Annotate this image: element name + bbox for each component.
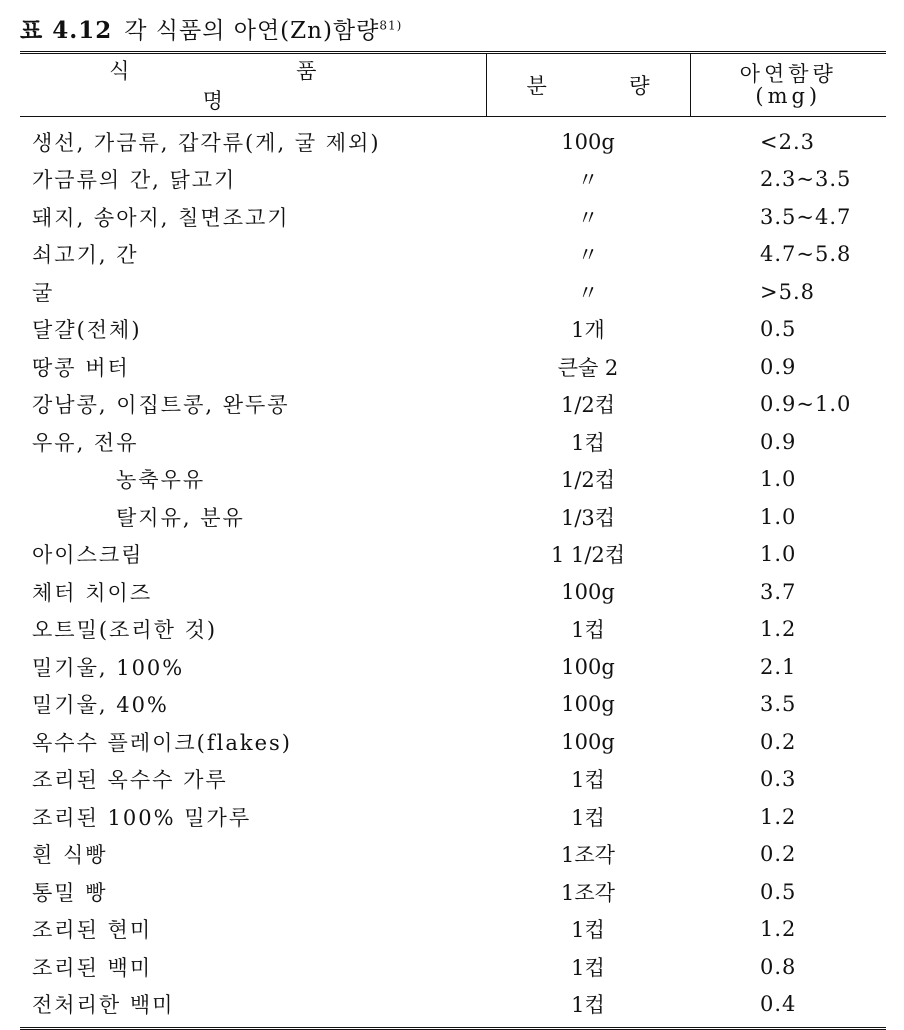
table-row: [20, 723, 886, 761]
food-name-cell: 체터 치이즈: [32, 580, 153, 605]
header-amount-right: 량: [629, 74, 650, 98]
header-zinc-content: [690, 53, 886, 117]
amount-cell: 1컵: [571, 768, 605, 793]
header-zinc-label: 아연함량: [739, 62, 837, 86]
food-name-cell: 쇠고기, 간: [32, 243, 139, 268]
food-name-cell: 우유, 전유: [32, 430, 139, 455]
amount-cell: 〃: [577, 168, 599, 193]
food-name-cell: 조리된 100% 밀가루: [32, 805, 252, 830]
amount-cell: 1컵: [486, 986, 690, 1029]
table-row: [20, 461, 886, 499]
food-name-cell: 탈지유, 분유: [116, 505, 245, 530]
zinc-cell: 0.9: [760, 354, 797, 379]
zinc-cell: 3.5~4.7: [760, 204, 852, 229]
table-row: [20, 798, 886, 836]
table-row: [20, 573, 886, 611]
amount-cell: 1조각: [561, 880, 615, 905]
zinc-cell: 0.9: [760, 429, 797, 454]
amount-cell: 100g: [561, 579, 615, 604]
zinc-content-table: [20, 51, 886, 1030]
amount-cell: 1컵: [571, 955, 605, 980]
amount-cell: 1조각: [561, 843, 615, 868]
table-row: [20, 311, 886, 349]
amount-cell: 큰술 2: [557, 355, 619, 380]
table-row: [20, 273, 886, 311]
table-row: [20, 348, 886, 386]
amount-cell: 〃: [577, 205, 599, 230]
amount-cell: 100g: [561, 692, 615, 717]
zinc-cell: 3.5: [760, 692, 797, 717]
table-body: [20, 117, 886, 1029]
amount-cell: 1 1/2컵: [550, 543, 626, 568]
header-food-name: 식 품 명: [20, 53, 486, 117]
table-row: [20, 648, 886, 686]
zinc-cell: 0.2: [760, 842, 797, 867]
food-name-cell: 가금류의 간, 닭고기: [32, 168, 237, 193]
food-name-cell: 흰 식빵: [32, 843, 108, 868]
zinc-cell: 0.2: [760, 729, 797, 754]
table-row: [20, 236, 886, 274]
food-name-cell: 강남콩, 이집트콩, 완두콩: [32, 393, 290, 418]
amount-cell: 1컵: [571, 430, 605, 455]
food-name-cell: 밀기울, 40%: [32, 693, 169, 718]
food-name-cell: 아이스크림: [32, 543, 144, 568]
zinc-cell: 0.5: [760, 317, 797, 342]
food-name-cell: 전처리한 백미: [20, 986, 486, 1029]
amount-cell: 1컵: [571, 618, 605, 643]
reference-mark: 81): [379, 18, 403, 33]
amount-cell: 100g: [561, 654, 615, 679]
zinc-cell: 0.4: [690, 986, 886, 1029]
zinc-cell: 2.3~3.5: [760, 167, 852, 192]
zinc-cell: 1.2: [760, 804, 797, 829]
food-name-cell: 옥수수 플레이크(flakes): [32, 730, 293, 755]
amount-cell: 〃: [577, 243, 599, 268]
amount-cell: 1개: [571, 318, 605, 343]
table-row: [20, 911, 886, 949]
table-row: [20, 873, 886, 911]
table-row: [20, 117, 886, 161]
header-amount: [486, 53, 690, 117]
amount-cell: 100g: [561, 129, 615, 154]
table-row: [20, 386, 886, 424]
food-name-cell: 달걀(전체): [32, 318, 142, 343]
zinc-cell: 1.0: [760, 467, 797, 492]
table-row: [20, 423, 886, 461]
zinc-cell: 0.3: [760, 767, 797, 792]
food-name-cell: 조리된 옥수수 가루: [32, 768, 228, 793]
amount-cell: 1컵: [571, 805, 605, 830]
food-name-cell: 조리된 백미: [32, 955, 153, 980]
zinc-cell: 0.5: [760, 879, 797, 904]
food-name-cell: 땅콩 버터: [32, 355, 130, 380]
food-name-cell: 조리된 현미: [32, 918, 153, 943]
table-number: 표 4.12: [20, 17, 113, 44]
header-amount-left: 분: [526, 74, 547, 98]
table-row: [20, 611, 886, 649]
table-row: [20, 536, 886, 574]
amount-cell: 100g: [561, 729, 615, 754]
zinc-cell: 4.7~5.8: [760, 242, 852, 267]
zinc-cell: 1.2: [760, 617, 797, 642]
food-name-cell: 생선, 가금류, 갑각류(게, 굴 제외): [32, 130, 381, 155]
table-row: [20, 948, 886, 986]
zinc-cell: 0.8: [760, 954, 797, 979]
zinc-cell: 1.0: [760, 542, 797, 567]
amount-cell: 1/2컵: [560, 468, 616, 493]
table-row: [20, 198, 886, 236]
header-zinc-unit: (mg): [755, 84, 822, 108]
zinc-cell: >5.8: [760, 279, 815, 304]
header-row: [20, 53, 886, 117]
table-row: [20, 761, 886, 799]
food-name-cell: 밀기울, 100%: [32, 655, 185, 680]
zinc-cell: 0.9~1.0: [760, 392, 852, 417]
table-row: [20, 161, 886, 199]
table-row: [20, 836, 886, 874]
food-name-cell: 굴: [32, 280, 55, 305]
table-row: [20, 498, 886, 536]
amount-cell: 1/2컵: [560, 393, 616, 418]
food-name-cell: 돼지, 송아지, 칠면조고기: [32, 205, 290, 230]
table-caption: [20, 12, 402, 45]
zinc-cell: 1.2: [760, 917, 797, 942]
table-row: [20, 686, 886, 724]
table-row: [20, 986, 886, 1029]
zinc-cell: 3.7: [760, 579, 797, 604]
zinc-cell: 2.1: [760, 654, 797, 679]
food-name-cell: 오트밀(조리한 것): [32, 618, 218, 643]
zinc-cell: <2.3: [760, 129, 815, 154]
amount-cell: 1컵: [571, 918, 605, 943]
amount-cell: 〃: [577, 280, 599, 305]
food-name-cell: 통밀 빵: [32, 880, 108, 905]
table-title: 각 식품의 아연(Zn)함량: [124, 18, 380, 44]
zinc-cell: 1.0: [760, 504, 797, 529]
amount-cell: 1/3컵: [560, 505, 616, 530]
food-name-cell: 농축우유: [116, 468, 206, 493]
